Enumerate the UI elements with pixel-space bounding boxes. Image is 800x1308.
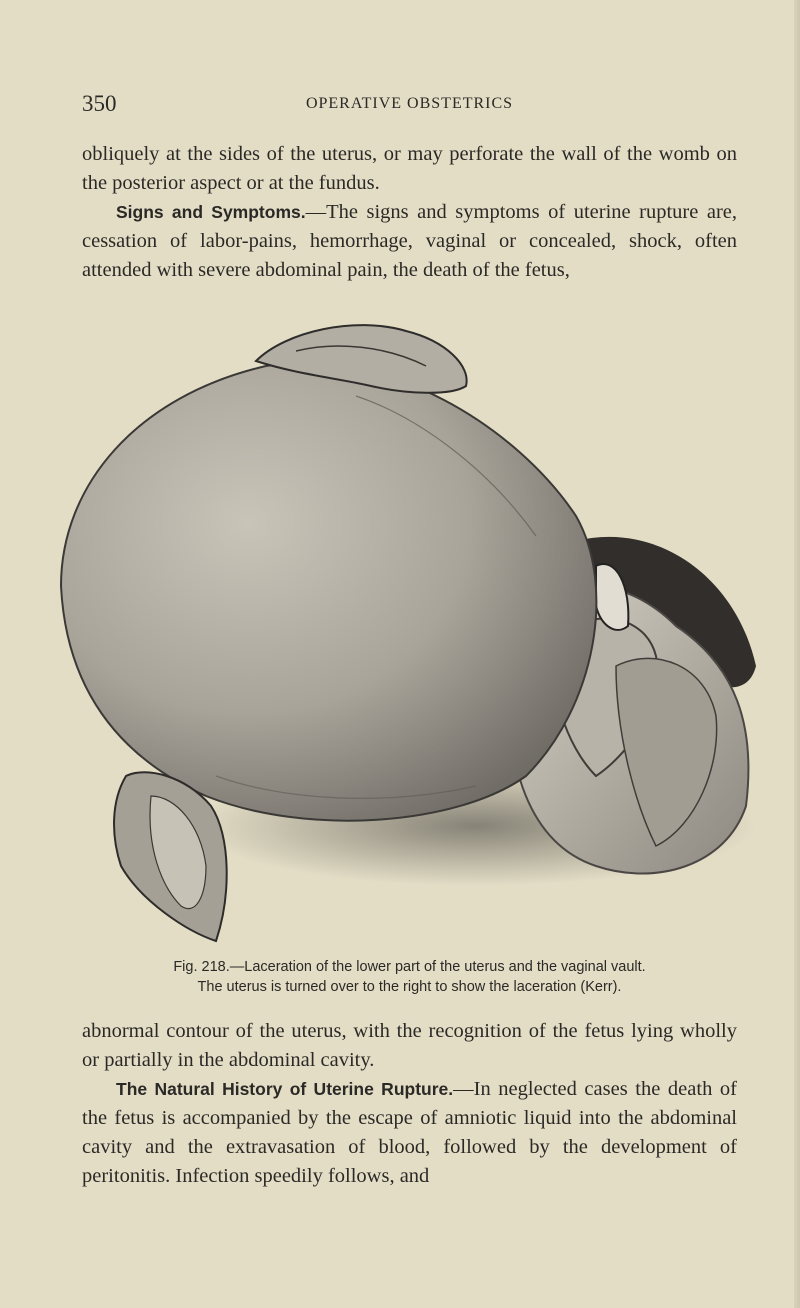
caption-line-2: The uterus is turned over to the right to show the laceration (Kerr). [197,979,622,995]
section-heading-signs-symptoms: Signs and Symptoms. [116,202,306,222]
paragraph-abnormal-contour: abnormal contour of the uterus, with the recognition of the fetus lying wholly or partially in the abdominal cavity. [82,1020,737,1071]
figure-uterus-illustration [56,306,768,951]
figure-caption [82,957,737,997]
paragraph-signs-symptoms [82,198,737,285]
paragraph-natural-history [82,1075,737,1191]
running-title: OPERATIVE OBSTETRICS [305,95,514,112]
paragraph-continuation: obliquely at the sides of the uterus, or may perforate the wall of the womb on the posterior aspect or at the fundus. [82,143,737,194]
running-head [82,91,737,117]
paragraph-body: —The signs and symptoms of uterine rupture are, cessation of labor-pains, hemorrhage, vaginal or concealed, shock, often attended with severe abdominal pain, the death of the fetus, [82,201,737,281]
top-text-block [82,140,737,285]
uterus-illustration [56,306,768,951]
bottom-text-block [82,1017,737,1191]
section-heading-natural-history: The Natural History of Uterine Rupture. [116,1079,454,1099]
page-edge [794,0,800,1308]
paragraph-body: —In neglected cases the death of the fetus is accompanied by the escape of amniotic liquid into the abdominal cavity and the extravasation of blood, followed by the development of peritonitis. Infection speedily follows, and [82,1078,737,1187]
caption-line-1: Fig. 218.—Laceration of the lower part of the uterus and the vaginal vault. [173,959,646,975]
uterus-body [61,363,596,821]
page-number: 350 [82,91,117,116]
